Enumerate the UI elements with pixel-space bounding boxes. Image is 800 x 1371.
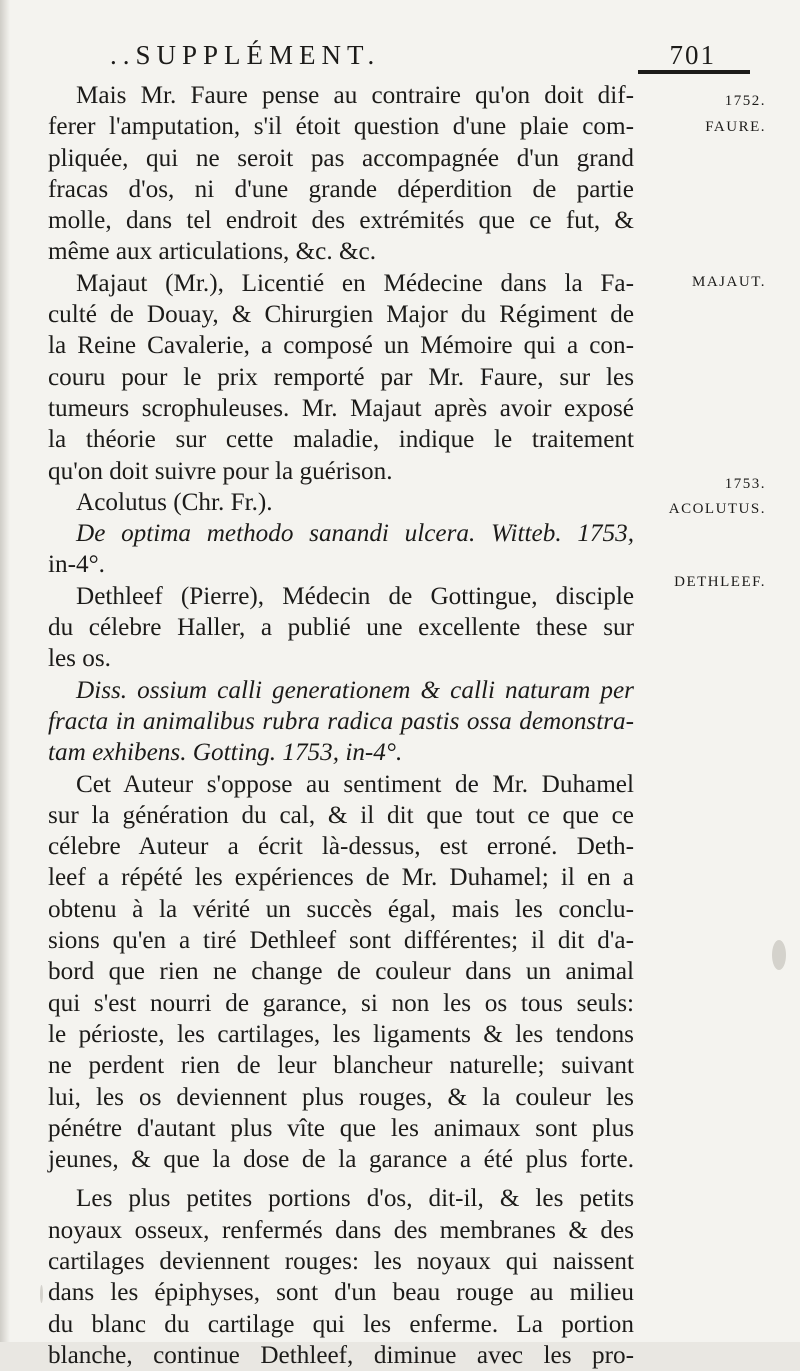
paragraph-dissertation-title xyxy=(48,675,634,769)
text-line-title: fracta in animalibus rubra radica pastis ossa demonstra- xyxy=(48,707,634,735)
page-number: 701 xyxy=(669,40,716,70)
text-line: pliquée, qui ne seroit pas accompagnée d'un grand xyxy=(48,144,634,172)
text-line: célebre Auteur a écrit là-dessus, est erroné. Deth- xyxy=(48,833,634,861)
margin-note-dethleef: DETHLEEF. xyxy=(674,574,766,590)
margin-note-acolutus: ACOLUTUS. xyxy=(668,501,766,517)
body-text xyxy=(48,80,634,1371)
text-line: le périoste, les cartilages, les ligaments & les tendons xyxy=(48,1020,634,1048)
text-line: tumeurs scrophuleuses. Mr. Majaut après avoir exposé xyxy=(48,394,634,422)
text-line: jeunes, & que la dose de la garance a été plus forte. xyxy=(48,1146,634,1174)
text-line: sur la génération du cal, & il dit que tout ce que ce xyxy=(48,801,634,829)
paragraph-acolutus xyxy=(48,487,634,581)
paper-speck xyxy=(40,1285,43,1303)
text-line: Cet Auteur s'oppose au sentiment de Mr. Duhamel xyxy=(76,770,634,798)
text-line: qui s'est nourri de garance, si non les os tous seuls: xyxy=(48,989,634,1017)
margin-note-year-1752: 1752. xyxy=(724,93,766,109)
margin-note-year-1753: 1753. xyxy=(724,476,766,492)
text-line: Dethleef (Pierre), Médecin de Gottingue, disciple xyxy=(76,582,634,610)
text-line-title: De optima methodo sanandi ulcera. Witteb. 1753, xyxy=(76,520,634,548)
paper-speck xyxy=(772,940,786,970)
text-line: culté de Douay, & Chirurgien Major du Régiment de xyxy=(48,301,634,329)
text-line: lui, les os deviennent plus rouges, & la couleur les xyxy=(48,1083,634,1111)
text-line: in-4°. xyxy=(48,551,105,579)
text-line: Les plus petites portions d'os, dit-il, & les petits xyxy=(76,1185,634,1213)
text-line: les os. xyxy=(48,645,111,673)
text-line: du célebre Haller, a publié une excellente these sur xyxy=(48,614,634,642)
text-line: noyaux osseux, renfermés dans des membranes & des xyxy=(48,1216,634,1244)
text-line: Majaut (Mr.), Licentié en Médecine dans la Fa- xyxy=(76,269,634,297)
header-rule xyxy=(638,70,750,74)
text-line-title: Diss. ossium calli generationem & calli naturam per xyxy=(76,676,634,704)
text-line: qu'on doit suivre pour la guérison. xyxy=(48,457,393,485)
text-line: du blanc du cartilage qui les enferme. La portion xyxy=(48,1310,634,1338)
text-line: sions qu'en a tiré Dethleef sont différentes; il dit d'a- xyxy=(48,927,634,955)
text-line: la Reine Cavalerie, a composé un Mémoire qui a con- xyxy=(48,332,634,360)
text-line: blanche, continue Dethleef, diminue avec les pro- xyxy=(48,1341,634,1369)
running-head: ..SUPPLÉMENT. xyxy=(110,40,381,70)
paragraph-duhamel xyxy=(48,769,634,1176)
text-line: molle, dans tel endroit des extrémités que ce fut, & xyxy=(48,207,634,235)
text-line: leef a répété les expériences de Mr. Duhamel; il en a xyxy=(48,864,634,892)
paragraph-faure-amputation xyxy=(48,80,634,268)
page-gutter-shadow xyxy=(0,0,10,1342)
text-line: couru pour le prix remporté par Mr. Faure, sur les xyxy=(48,363,634,391)
margin-note-majaut: MAJAUT. xyxy=(692,274,766,290)
text-line: la théorie sur cette maladie, indique le traitement xyxy=(48,426,634,454)
text-line: Acolutus (Chr. Fr.). xyxy=(76,488,273,516)
text-line: bord que rien ne change de couleur dans un animal xyxy=(48,958,634,986)
text-line: Mais Mr. Faure pense au contraire qu'on doit dif- xyxy=(76,82,634,109)
text-line: fracas d'os, ni d'une grande déperdition de partie xyxy=(48,175,634,203)
text-line-title: tam exhibens. Gotting. 1753, in-4°. xyxy=(48,739,403,767)
text-line: ne perdent rien de leur blancheur naturelle; suivant xyxy=(48,1052,634,1080)
text-line: ferer l'amputation, s'il étoit question d'une plaie com- xyxy=(48,113,634,141)
text-line: dans les épiphyses, sont d'un beau rouge au milieu xyxy=(48,1279,634,1307)
text-line: pénétre d'autant plus vîte que les animaux sont plus xyxy=(48,1114,634,1142)
text-line: cartilages deviennent rouges: les noyaux qui naissent xyxy=(48,1247,634,1275)
paragraph-noyaux xyxy=(48,1183,634,1371)
paragraph-dethleef xyxy=(48,581,634,675)
text-line: même aux articulations, &c. &c. xyxy=(48,238,377,266)
paragraph-majaut xyxy=(48,268,634,487)
text-line: obtenu à la vérité un succès égal, mais les conclu- xyxy=(48,895,634,923)
margin-note-faure: FAURE. xyxy=(705,119,766,135)
